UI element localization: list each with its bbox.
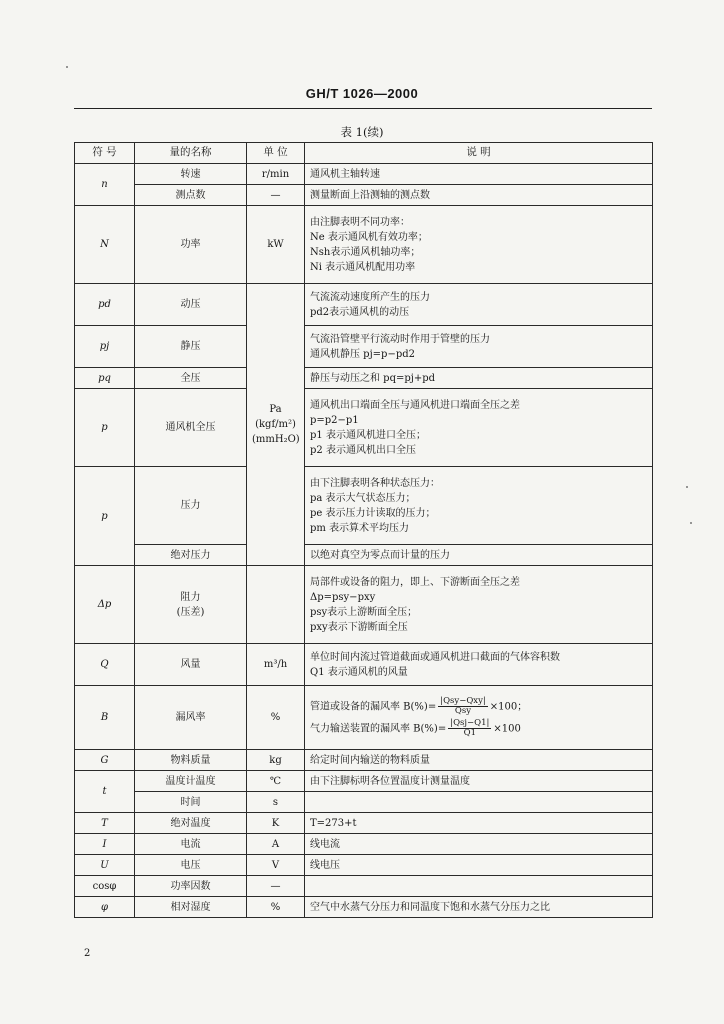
unit-cell (247, 566, 305, 644)
table-header-row (75, 143, 653, 164)
symbol-cell: pj (75, 326, 135, 368)
table-row (75, 467, 653, 545)
name-cell: 转速 (135, 164, 247, 185)
symbol-cell: B (75, 686, 135, 750)
desc-line: Ne 表示通风机有效功率； (310, 231, 428, 243)
symbol-cell: n (75, 164, 135, 206)
name-cell: 通风机全压 (135, 389, 247, 467)
desc-line: 通风机出口端面全压与通风机进口端面全压之差 (310, 399, 520, 411)
desc-line: 气流沿管壁平行流动时作用于管壁的压力 (310, 333, 490, 345)
desc-cell (305, 326, 653, 368)
desc-cell: T=273+t (305, 813, 653, 834)
symbol-cell: φ (75, 897, 135, 918)
unit-cell: r/min (247, 164, 305, 185)
desc-line: 气流流动速度所产生的压力 (310, 291, 430, 303)
symbol-cell: pq (75, 368, 135, 389)
desc-cell: 静压与动压之和 pq=pj+pd (305, 368, 653, 389)
name-cell: 压力 (135, 467, 247, 545)
table-row (75, 876, 653, 897)
desc-line: 由下注脚表明各种状态压力： (310, 477, 440, 489)
unit-cell: m³/h (247, 644, 305, 686)
name-cell: 测点数 (135, 185, 247, 206)
name-line: (压差) (176, 606, 205, 618)
desc-line: pe 表示压力计读取的压力； (310, 507, 436, 519)
symbol-cell: Q (75, 644, 135, 686)
desc-line: p=p2−p1 (310, 414, 359, 426)
desc-cell (305, 686, 653, 750)
table-row (75, 206, 653, 284)
name-cell: 功率 (135, 206, 247, 284)
table-row (75, 644, 653, 686)
table-row (75, 185, 653, 206)
table-row (75, 389, 653, 467)
desc-cell: 由下注脚标明各位置温度计测量温度 (305, 771, 653, 792)
fraction-denominator: Q1 (463, 727, 477, 738)
desc-cell (305, 876, 653, 897)
name-cell: 时间 (135, 792, 247, 813)
name-cell: 温度计温度 (135, 771, 247, 792)
unit-cell: K (247, 813, 305, 834)
symbol-cell: p (75, 467, 135, 566)
desc-cell (305, 566, 653, 644)
standard-code: GH/T 1026—2000 (305, 86, 419, 101)
desc-cell: 通风机主轴转速 (305, 164, 653, 185)
desc-line: pxy表示下游断面全压 (310, 621, 408, 633)
table-row (75, 750, 653, 771)
name-line: 阻力 (180, 591, 201, 603)
formula-fraction (448, 719, 491, 739)
symbol-cell: Δp (75, 566, 135, 644)
name-cell: 静压 (135, 326, 247, 368)
name-cell: 绝对压力 (135, 545, 247, 566)
unit-cell: s (247, 792, 305, 813)
unit-cell: kg (247, 750, 305, 771)
desc-cell: 线电流 (305, 834, 653, 855)
table-row (75, 792, 653, 813)
table-row (75, 164, 653, 185)
desc-line: pa 表示大气状态压力； (310, 492, 416, 504)
desc-line: pm 表示算术平均压力 (310, 522, 410, 534)
desc-cell (305, 644, 653, 686)
name-cell: 动压 (135, 284, 247, 326)
unit-line: (kgf/m²) (255, 419, 296, 430)
leak-formula-1 (310, 697, 647, 717)
unit-cell: ℃ (247, 771, 305, 792)
desc-line: Q1 表示通风机的风量 (310, 666, 408, 678)
table-row (75, 897, 653, 918)
scan-speck (690, 522, 692, 524)
unit-cell: A (247, 834, 305, 855)
col-symbol: 符 号 (75, 143, 135, 164)
col-desc: 说 明 (305, 143, 653, 164)
symbol-cell: N (75, 206, 135, 284)
symbol-table (74, 142, 653, 918)
unit-cell: — (247, 185, 305, 206)
desc-line: psy表示上游断面全压； (310, 606, 418, 618)
page-number: 2 (84, 948, 91, 959)
symbol-cell: T (75, 813, 135, 834)
desc-cell: 以绝对真空为零点而计量的压力 (305, 545, 653, 566)
unit-line: Pa (269, 404, 282, 415)
formula-prefix: 管道或设备的漏风率 B(%)= (310, 701, 437, 713)
table-row (75, 284, 653, 326)
unit-cell: kW (247, 206, 305, 284)
fraction-numerator: |Qsj−Q1| (450, 717, 490, 728)
table-row (75, 686, 653, 750)
symbol-cell: p (75, 389, 135, 467)
unit-cell: — (247, 876, 305, 897)
desc-line: 通风机静压 pj=p−pd2 (310, 348, 416, 360)
name-cell: 绝对温度 (135, 813, 247, 834)
name-cell: 相对湿度 (135, 897, 247, 918)
name-cell: 电流 (135, 834, 247, 855)
symbol-cell: t (75, 771, 135, 813)
desc-cell: 线电压 (305, 855, 653, 876)
leak-formula-2 (310, 719, 647, 739)
desc-cell: 给定时间内输送的物料质量 (305, 750, 653, 771)
desc-line: Δp=psy−pxy (310, 591, 376, 603)
desc-line: Ni 表示通风机配用功率 (310, 261, 416, 273)
desc-cell (305, 389, 653, 467)
pressure-unit-cell (247, 284, 305, 566)
table-row (75, 326, 653, 368)
symbol-cell: U (75, 855, 135, 876)
table-row (75, 368, 653, 389)
table-row (75, 834, 653, 855)
formula-suffix: ×100 (493, 722, 521, 734)
fraction-numerator: |Qsy−Qxy| (440, 695, 486, 706)
col-name: 量的名称 (135, 143, 247, 164)
name-cell: 电压 (135, 855, 247, 876)
desc-cell: 空气中水蒸气分压力和同温度下饱和水蒸气分压力之比 (305, 897, 653, 918)
desc-cell (305, 792, 653, 813)
unit-cell: V (247, 855, 305, 876)
desc-line: p1 表示通风机进口全压； (310, 429, 426, 441)
desc-cell (305, 206, 653, 284)
symbol-cell: pd (75, 284, 135, 326)
scan-speck (66, 66, 68, 68)
scan-speck (686, 486, 688, 488)
unit-line: (mmH₂O) (252, 434, 300, 445)
desc-line: pd2表示通风机的动压 (310, 306, 410, 318)
formula-suffix: ×100； (489, 701, 528, 713)
desc-line: Nsh表示通风机轴功率； (310, 246, 421, 258)
name-cell: 物料质量 (135, 750, 247, 771)
table-row (75, 771, 653, 792)
desc-cell (305, 467, 653, 545)
name-cell: 全压 (135, 368, 247, 389)
desc-cell (305, 284, 653, 326)
desc-line: 局部件或设备的阻力，即上、下游断面全压之差 (310, 576, 520, 588)
table-row (75, 566, 653, 644)
name-cell: 漏风率 (135, 686, 247, 750)
desc-line: p2 表示通风机出口全压 (310, 444, 416, 456)
name-cell: 风量 (135, 644, 247, 686)
col-unit: 单 位 (247, 143, 305, 164)
fraction-denominator: Qsy (454, 706, 472, 717)
formula-fraction (438, 697, 488, 717)
symbol-cell: cosφ (75, 876, 135, 897)
table-row (75, 855, 653, 876)
unit-cell: % (247, 686, 305, 750)
desc-line: 由注脚表明不同功率： (310, 216, 410, 228)
header-rule (74, 108, 652, 109)
table-row (75, 545, 653, 566)
name-cell (135, 566, 247, 644)
desc-cell: 测量断面上沿测轴的测点数 (305, 185, 653, 206)
table-row (75, 813, 653, 834)
symbol-cell: I (75, 834, 135, 855)
table-caption: 表 1(续) (340, 125, 384, 139)
formula-prefix: 气力输送装置的漏风率 B(%)= (310, 722, 447, 734)
unit-cell: % (247, 897, 305, 918)
desc-line: 单位时间内流过管道截面或通风机进口截面的气体容积数 (310, 651, 560, 663)
symbol-cell: G (75, 750, 135, 771)
name-cell: 功率因数 (135, 876, 247, 897)
